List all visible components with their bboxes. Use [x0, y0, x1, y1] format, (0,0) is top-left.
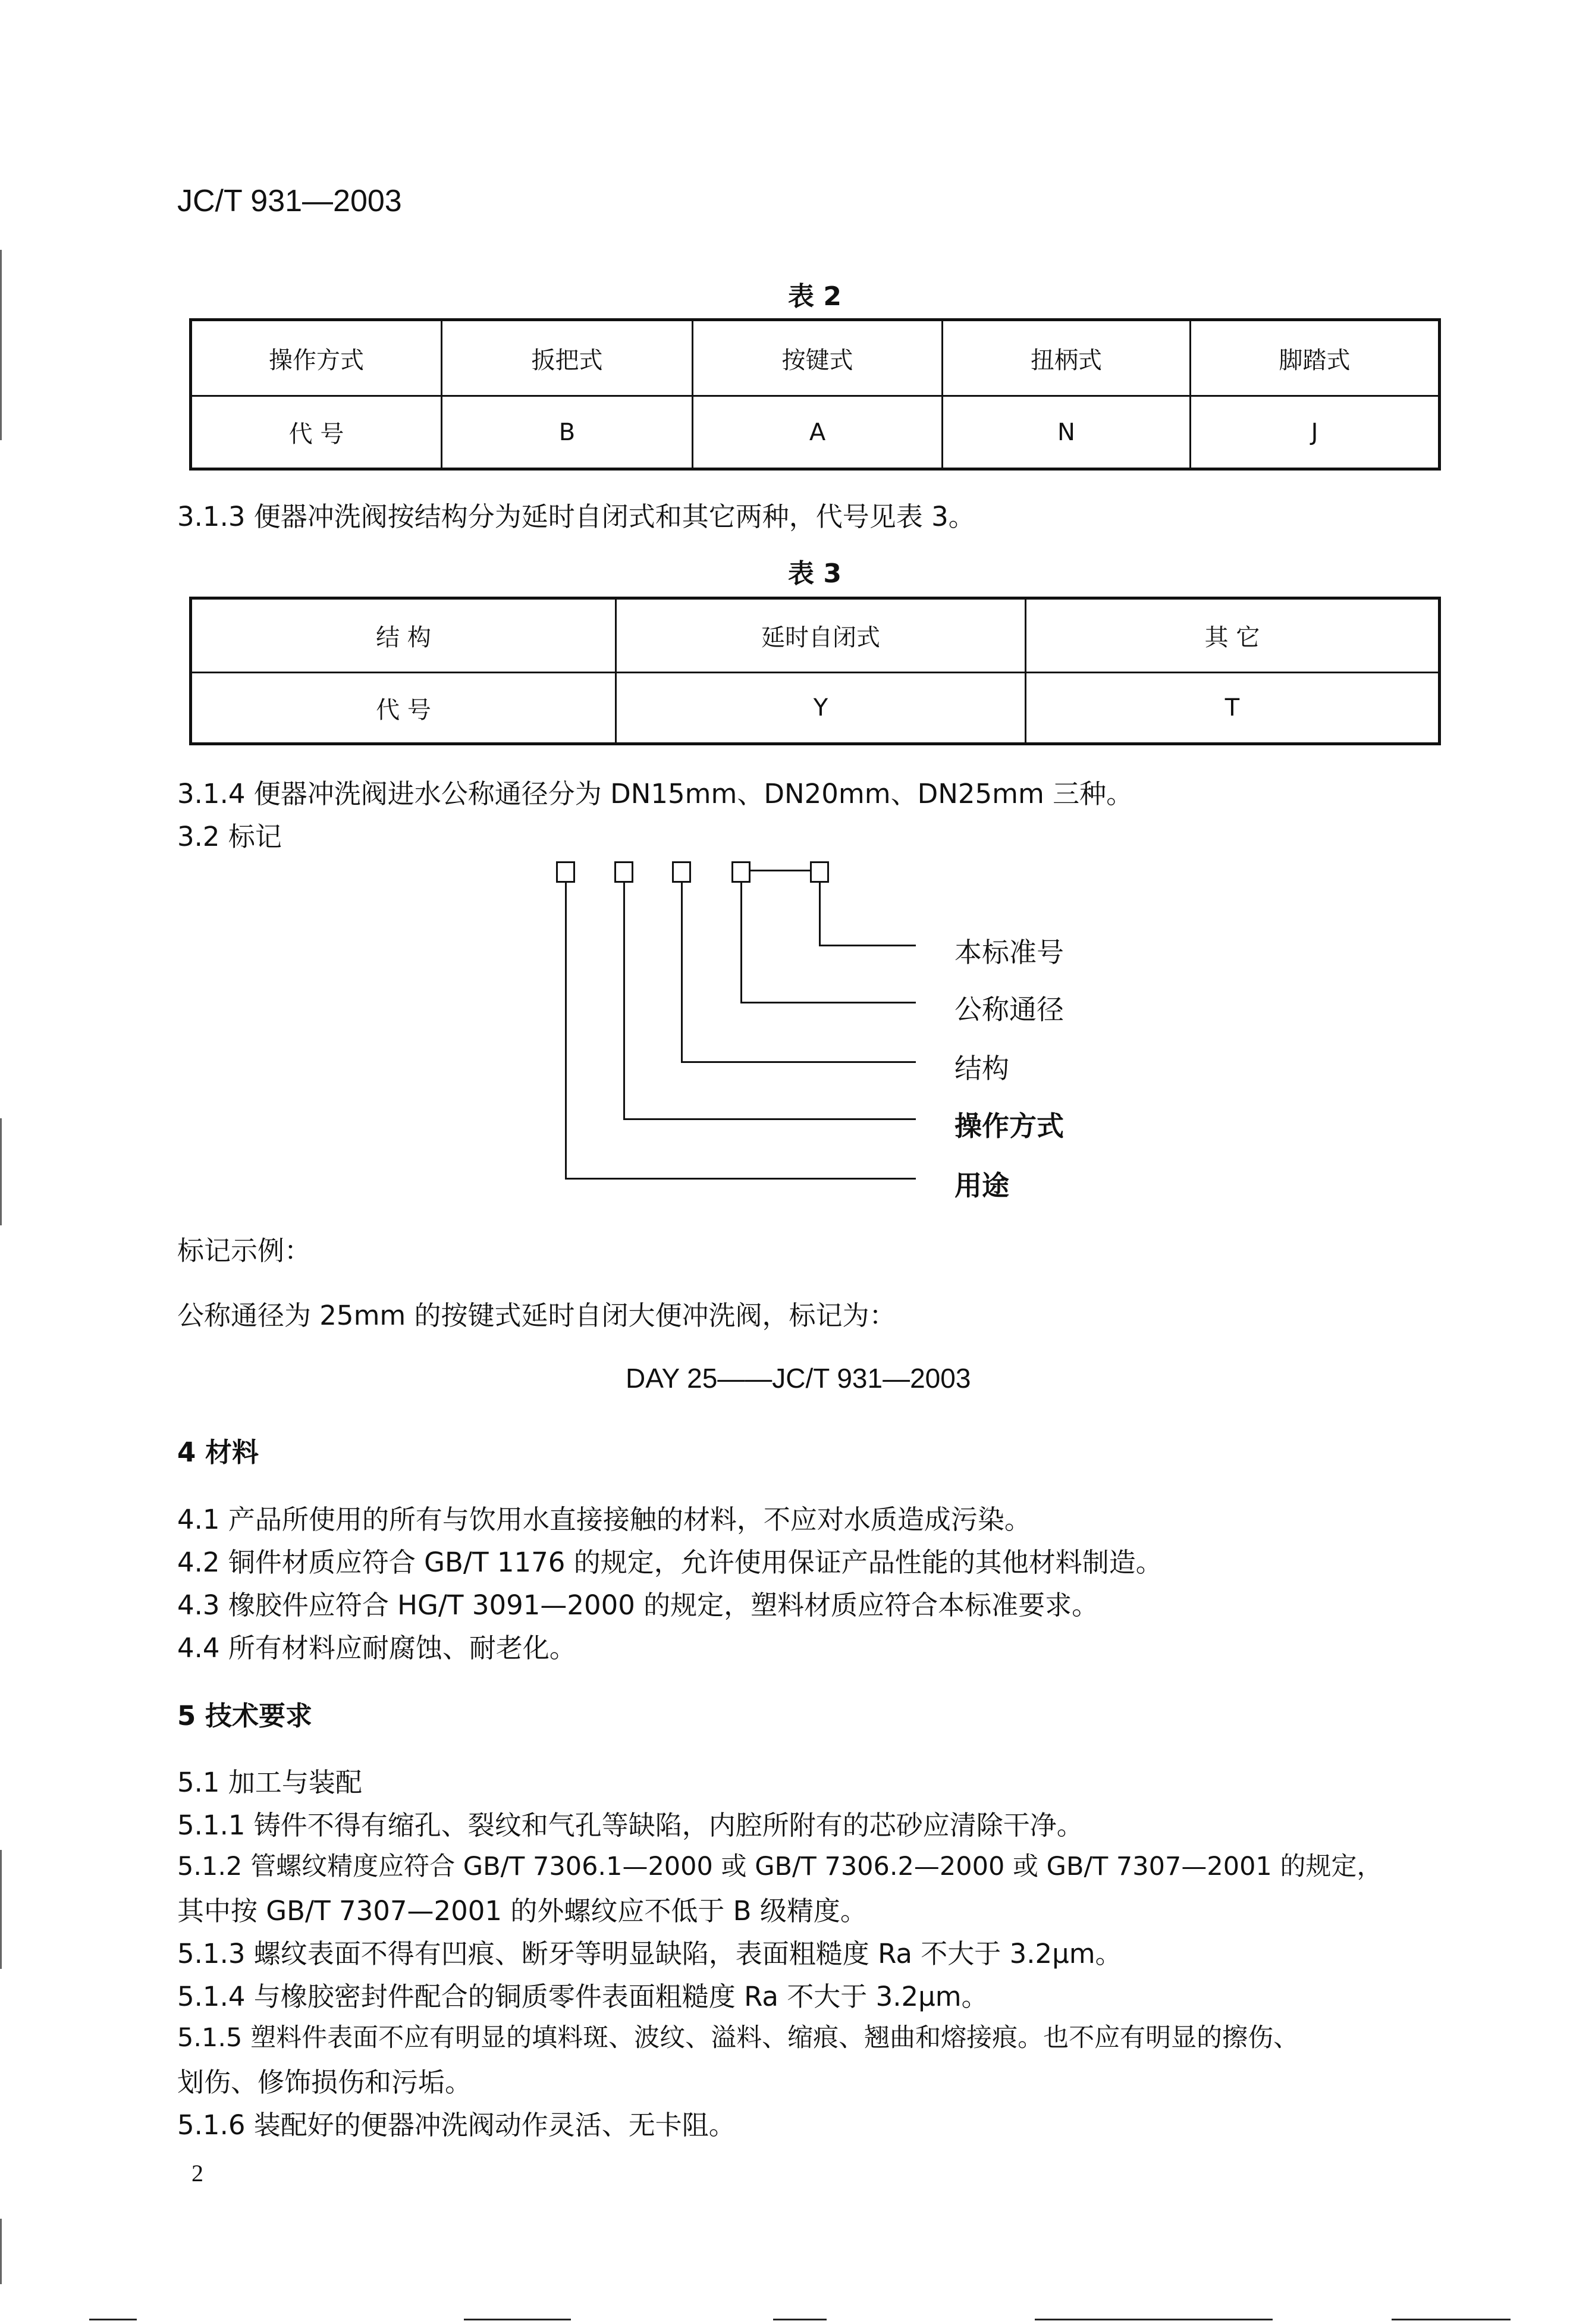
clause-5-1-5: 5.1.5 塑料件表面不应有明显的填料斑、波纹、溢料、缩痕、翘曲和熔接痕。也不应有明显的擦伤、 — [177, 2023, 1299, 2053]
clause-5-1-6: 5.1.6 装配好的便器冲洗阀动作灵活、无卡阻。 — [177, 2109, 736, 2141]
marking-box-usage — [556, 861, 575, 883]
leader-line — [623, 883, 625, 1119]
table2-code-cell: J — [1311, 418, 1318, 446]
page-number: 2 — [191, 2160, 203, 2187]
table2-code-cell: N — [1057, 418, 1075, 446]
scan-margin-mark — [0, 2219, 2, 2284]
clause-5-1-3: 5.1.3 螺纹表面不得有凹痕、断牙等明显缺陷，表面粗糙度 Ra 不大于 3.2μm。 — [177, 1938, 1122, 1969]
clause-3-1-4: 3.1.4 便器冲洗阀进水公称通径分为 DN15mm、DN20mm、DN25mm 三种。 — [177, 778, 1133, 810]
marking-label-structure: 结构 — [954, 1052, 1009, 1084]
marking-label-nominal-diameter: 公称通径 — [954, 993, 1064, 1025]
leader-line — [819, 883, 821, 946]
marking-box-standard — [810, 861, 829, 883]
leader-line — [681, 1061, 916, 1063]
clause-4-2: 4.2 铜件材质应符合 GB/T 1176 的规定，允许使用保证产品性能的其他材料制造。 — [177, 1547, 1163, 1578]
clause-5-1: 5.1 加工与装配 — [177, 1767, 362, 1798]
clause-3-2-heading: 3.2 标记 — [177, 821, 282, 852]
table3-header-cell: 结 构 — [376, 624, 431, 651]
table2-header-cell: 脚踏式 — [1279, 346, 1351, 374]
section-5-heading: 5 技术要求 — [177, 1700, 312, 1732]
example-heading: 标记示例： — [177, 1235, 312, 1266]
table3-header-cell: 其 它 — [1204, 624, 1260, 651]
marking-label-standard-number: 本标准号 — [954, 936, 1064, 968]
scan-margin-mark — [0, 250, 2, 440]
table2-header-cell: 按键式 — [781, 346, 853, 374]
leader-line — [681, 883, 683, 1062]
table2 — [189, 318, 1441, 471]
marking-box-operation — [614, 861, 633, 883]
scan-bottom-rule — [89, 2319, 137, 2320]
table3-code-cell: Y — [813, 694, 828, 722]
leader-line — [740, 1002, 916, 1003]
clause-5-1-5-continued: 划伤、修饰损伤和污垢。 — [177, 2066, 472, 2098]
scan-margin-mark — [0, 1850, 2, 1969]
clause-5-1-2: 5.1.2 管螺纹精度应符合 GB/T 7306.1—2000 或 GB/T 7306.2—2000 或 GB/T 7307—2001 的规定， — [177, 1852, 1383, 1881]
table2-code-cell: A — [809, 418, 826, 446]
clause-5-1-1: 5.1.1 铸件不得有缩孔、裂纹和气孔等缺陷，内腔所附有的芯砂应清除干净。 — [177, 1809, 1084, 1841]
marking-label-operation-method: 操作方式 — [954, 1110, 1064, 1142]
table2-title: 表 2 — [788, 281, 841, 312]
table3-header-cell: 延时自闭式 — [761, 624, 880, 651]
leader-line — [565, 1178, 916, 1180]
clause-3-1-3: 3.1.3 便器冲洗阀按结构分为延时自闭式和其它两种，代号见表 3。 — [177, 501, 975, 532]
marking-label-usage: 用途 — [954, 1169, 1009, 1202]
table2-header-cell: 操作方式 — [269, 346, 364, 374]
example-code: DAY 25——JC/T 931—2003 — [626, 1363, 971, 1394]
table2-code-cell: B — [558, 418, 576, 446]
leader-line — [819, 945, 916, 946]
marking-box-structure — [672, 861, 691, 883]
leader-line — [623, 1118, 916, 1120]
clause-4-1: 4.1 产品所使用的所有与饮用水直接接触的材料，不应对水质造成污染。 — [177, 1504, 1031, 1535]
table3 — [189, 597, 1441, 745]
table2-code-cell: 代 号 — [288, 421, 344, 448]
leader-line — [565, 883, 567, 1179]
section-4-heading: 4 材料 — [177, 1437, 259, 1468]
clause-4-3: 4.3 橡胶件应符合 HG/T 3091—2000 的规定，塑料材质应符合本标准要求。 — [177, 1589, 1099, 1621]
table2-header-cell: 扳把式 — [531, 346, 603, 374]
leader-line — [740, 883, 742, 1003]
scan-bottom-rule — [1035, 2319, 1273, 2320]
clause-5-1-2-continued: 其中按 GB/T 7307—2001 的外螺纹应不低于 B 级精度。 — [177, 1895, 867, 1927]
table3-code-cell: T — [1224, 694, 1240, 722]
table3-title: 表 3 — [788, 559, 841, 589]
example-description: 公称通径为 25mm 的按键式延时自闭大便冲洗阀，标记为： — [177, 1300, 896, 1331]
document-code: JC/T 931—2003 — [177, 184, 402, 218]
scan-bottom-rule — [1392, 2319, 1511, 2320]
scan-bottom-rule — [773, 2319, 827, 2320]
marking-box-diameter — [731, 861, 751, 883]
table2-header-cell: 扭柄式 — [1031, 346, 1102, 374]
clause-5-1-4: 5.1.4 与橡胶密封件配合的铜质零件表面粗糙度 Ra 不大于 3.2μm。 — [177, 1981, 988, 2012]
clause-4-4: 4.4 所有材料应耐腐蚀、耐老化。 — [177, 1632, 576, 1664]
scan-bottom-rule — [464, 2319, 571, 2320]
table3-code-cell: 代 号 — [376, 696, 431, 724]
marking-dash — [751, 870, 810, 871]
scan-margin-mark — [0, 1118, 2, 1225]
